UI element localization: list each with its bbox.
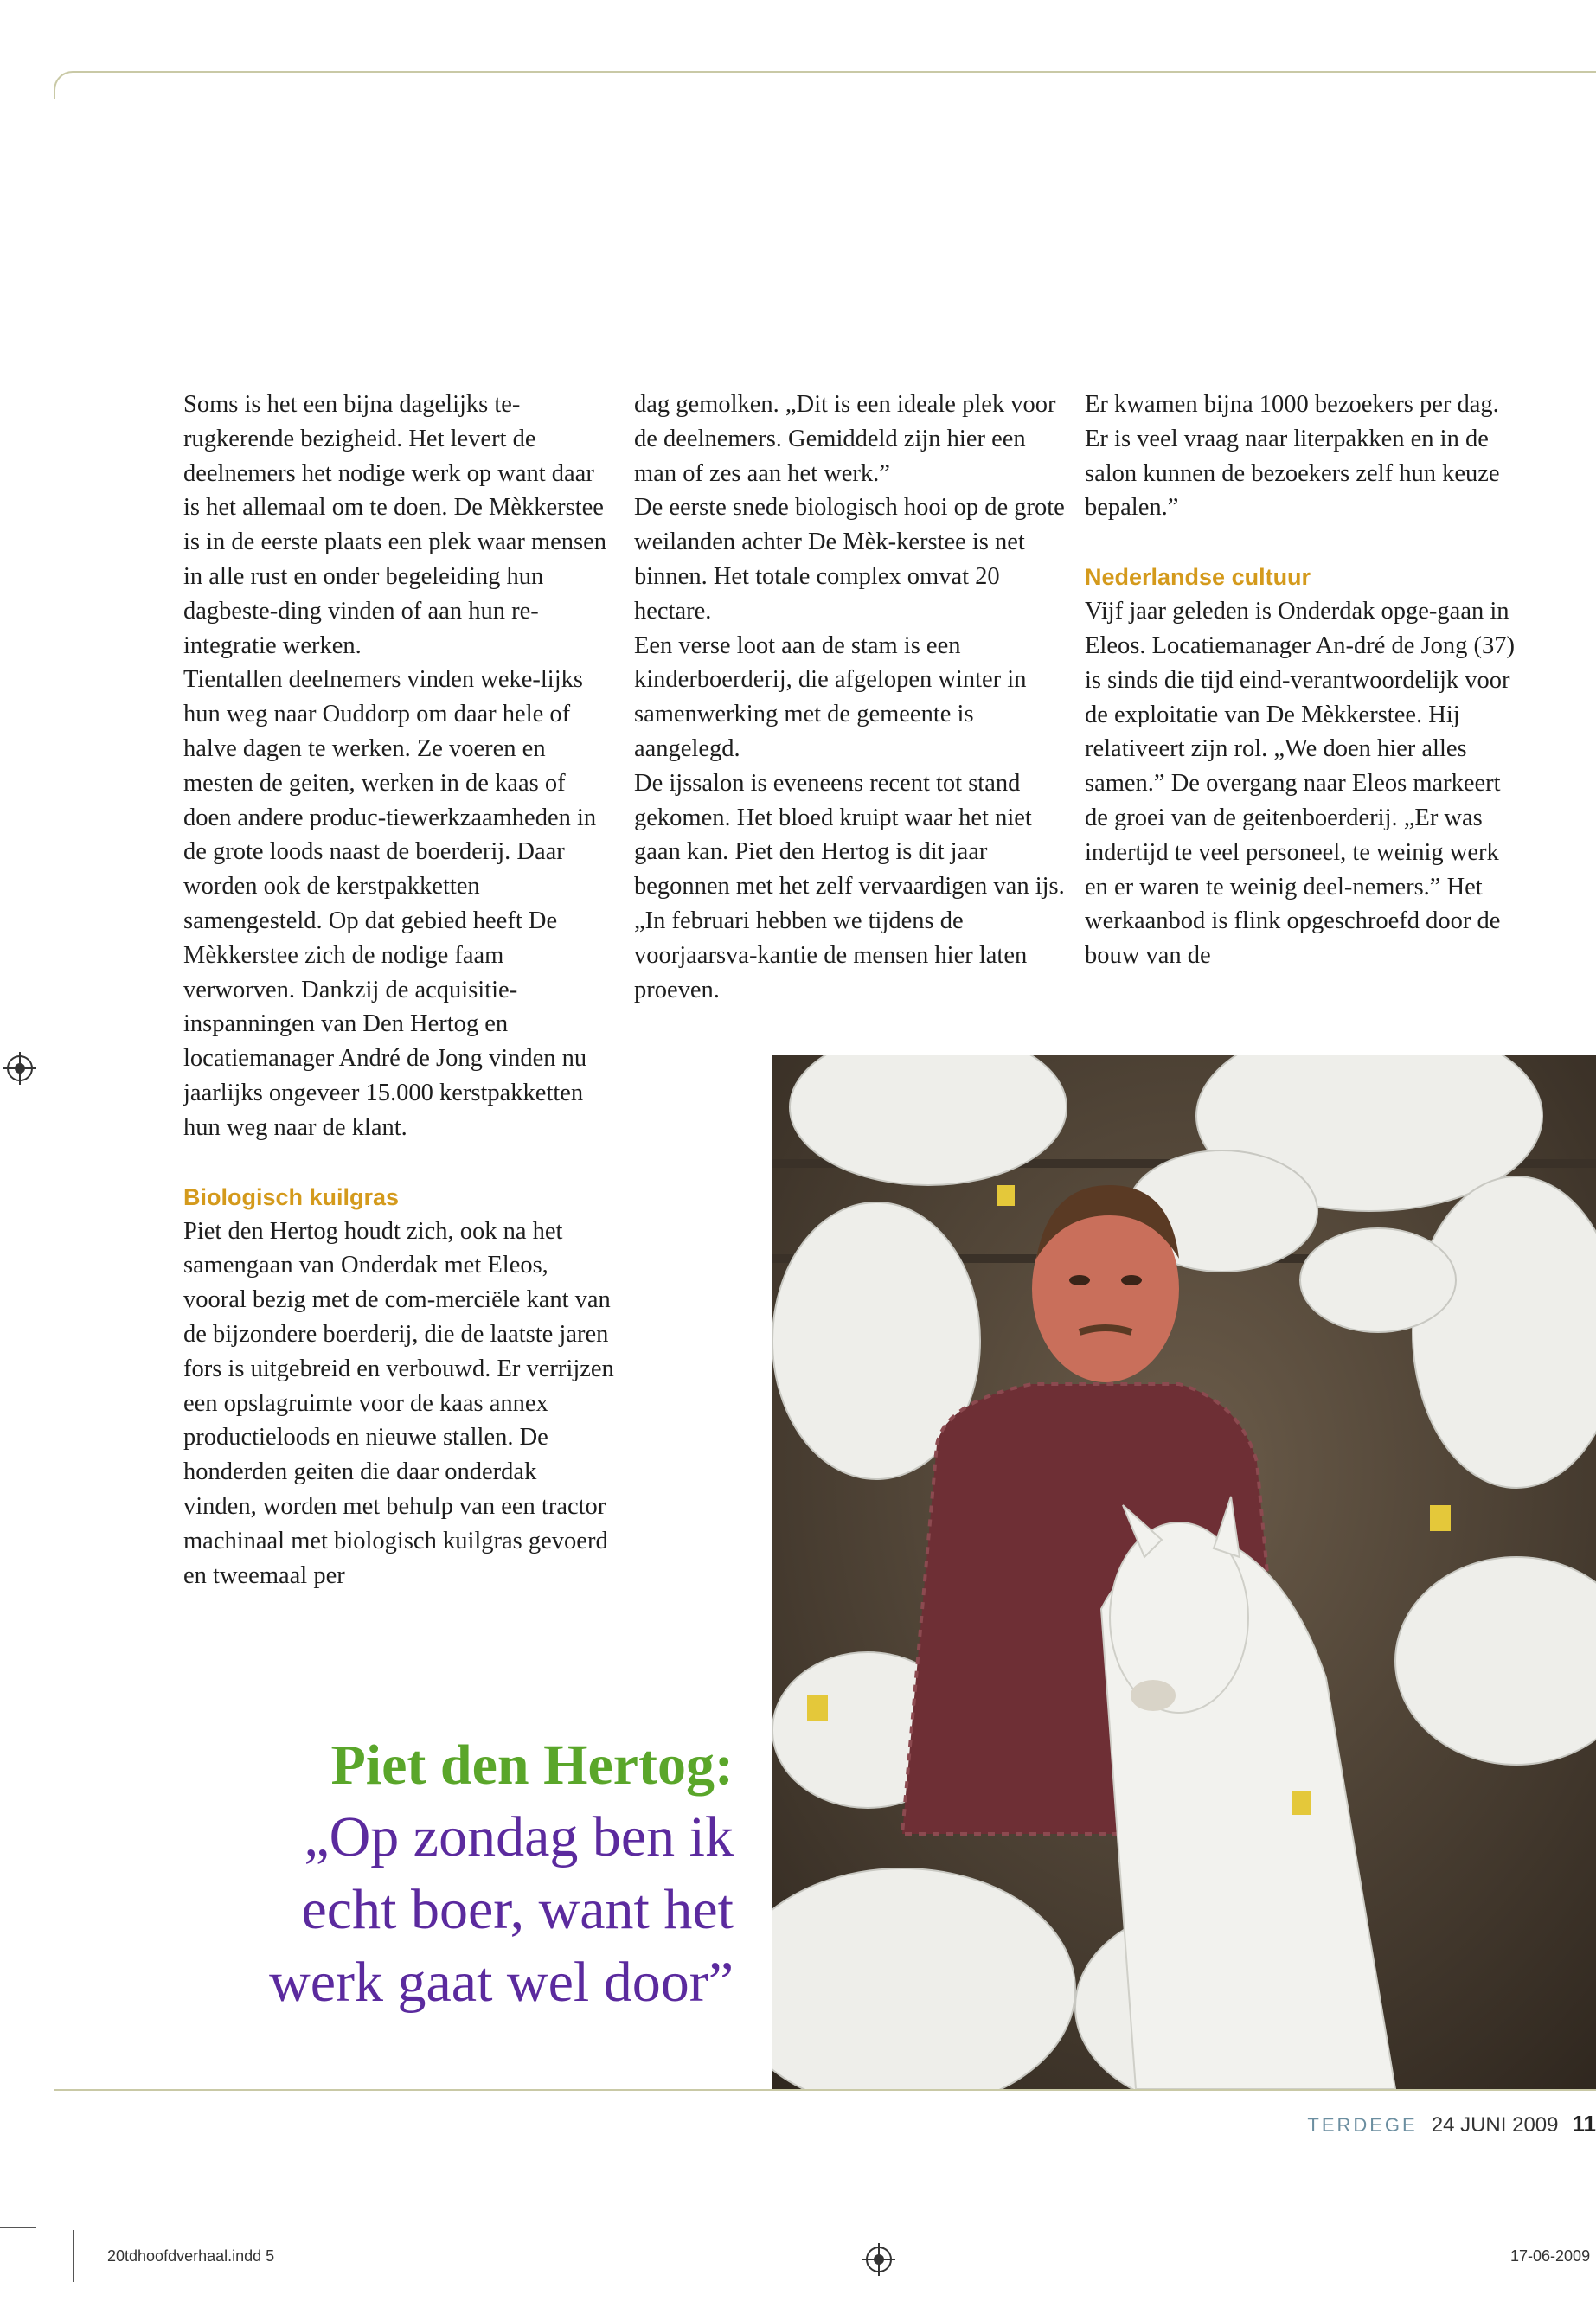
body-paragraph: Tientallen deelnemers vinden weke-lijks hun weg naar Ouddorp om daar hele of halve dagen te werken. Ze voeren en mesten de geiten, werken in de kaas of doen andere produc-tiewerkzaamheden in de grote loods naast de boerderij. Daar worden ook de kerstpakketten samengesteld. Op dat gebied heeft De Mèkkerstee zich de nodige faam verworven. Dankzij de acquisitie-inspanningen van Den Hertog en locatiemanager André de Jong vinden nu jaarlijks ongeveer 15.000 kerstpakketten hun weg naar de klant. bbox=[183, 666, 597, 1141]
page-footer bbox=[1307, 2111, 1596, 2145]
body-paragraph: Een verse loot aan de stam is een kinderboerderij, die afgelopen winter in samenwerking met de gemeente is aangelegd. bbox=[634, 631, 1027, 762]
pull-quote-line: werk gaat wel door” bbox=[269, 1951, 734, 2014]
body-paragraph: De ijssalon is eveneens recent tot stand gekomen. Het bloed kruipt waar het niet gaan kan. Piet den Hertog is dit jaar begonnen met het zelf vervaardigen van ijs. „In februari hebben we tijdens de voorjaarsva-kantie de mensen hier laten proeven. bbox=[634, 769, 1065, 1003]
body-paragraph: dag gemolken. „Dit is een ideale plek voor de deelnemers. Gemiddeld zijn hier een man of zes aan het werk.” bbox=[634, 391, 1056, 487]
registration-mark-icon bbox=[7, 1055, 33, 1081]
slug-date: 17-06-2009 bbox=[1510, 2247, 1591, 2265]
magazine-name: TERDEGE bbox=[1307, 2114, 1418, 2136]
page-number: 11 bbox=[1572, 2111, 1596, 2137]
photo-farmer-with-goats bbox=[772, 1055, 1596, 2089]
body-paragraph: Er kwamen bijna 1000 bezoekers per dag. Er is veel vraag naar literpakken en in de salon kunnen de bezoekers zelf hun keuze bepalen.” bbox=[1085, 391, 1500, 522]
pull-quote bbox=[173, 1730, 734, 2019]
crop-mark bbox=[0, 2227, 36, 2228]
registration-mark-icon bbox=[866, 2247, 892, 2272]
pull-quote-line: „Op zondag ben ik bbox=[304, 1805, 734, 1868]
issue-date: 24 JUNI 2009 bbox=[1431, 2113, 1559, 2137]
body-paragraph: Soms is het een bijna dagelijks te-rugkerende bezigheid. Het levert de deelnemers het nodige werk op want daar is het allemaal om te doen. De Mèkkerstee is in de eerste plaats een plek waar mensen in alle rust en onder begeleiding hun dagbeste-ding vinden of aan hun re-integratie werken. bbox=[183, 391, 607, 659]
section-subhead: Biologisch kuilgras bbox=[183, 1183, 400, 1210]
article-column-1 bbox=[183, 388, 616, 1593]
pull-quote-speaker: Piet den Hertog: bbox=[330, 1734, 734, 1797]
body-paragraph: De eerste snede biologisch hooi op de grote weilanden achter De Mèk-kerstee is net binnen. Het totale complex omvat 20 hectare. bbox=[634, 494, 1065, 625]
article-column-2 bbox=[634, 388, 1067, 1007]
body-paragraph: Vijf jaar geleden is Onderdak opge-gaan in Eleos. Locatiemanager An-dré de Jong (37) is sinds die tijd eind-verantwoordelijk voor de exploitatie van De Mèkkerstee. Hij relativeert zijn rol. „We doen hier alles samen.” De overgang naar Eleos markeert de groei van de geitenboerderij. „Er was indertijd te veel personeel, te weinig werk en er waren te weinig deel-nemers.” Het werkaanbod is flink opgeschroefd door de bouw van de bbox=[1085, 598, 1515, 970]
page-frame-top-rule bbox=[54, 71, 1596, 99]
crop-mark bbox=[73, 2230, 74, 2282]
pull-quote-line: echt boer, want het bbox=[301, 1878, 734, 1941]
body-paragraph: Piet den Hertog houdt zich, ook na het samengaan van Onderdak met Eleos, vooral bezig met de com-merciële kant van de bijzondere boerderij, die de laatste jaren fors is uitgebreid en verbouwd. Er verrijzen een opslagruimte voor de kaas annex productieloods en nieuwe stallen. De honderden geiten die daar onderdak vinden, worden met behulp van een tractor machinaal met biologisch kuilgras gevoerd en tweemaal per bbox=[183, 1217, 614, 1589]
article-column-3 bbox=[1085, 388, 1517, 973]
slug-filename: 20tdhoofdverhaal.indd 5 bbox=[107, 2247, 275, 2265]
page-frame-bottom-rule bbox=[54, 2089, 1596, 2091]
section-subhead: Nederlandse cultuur bbox=[1085, 564, 1311, 591]
